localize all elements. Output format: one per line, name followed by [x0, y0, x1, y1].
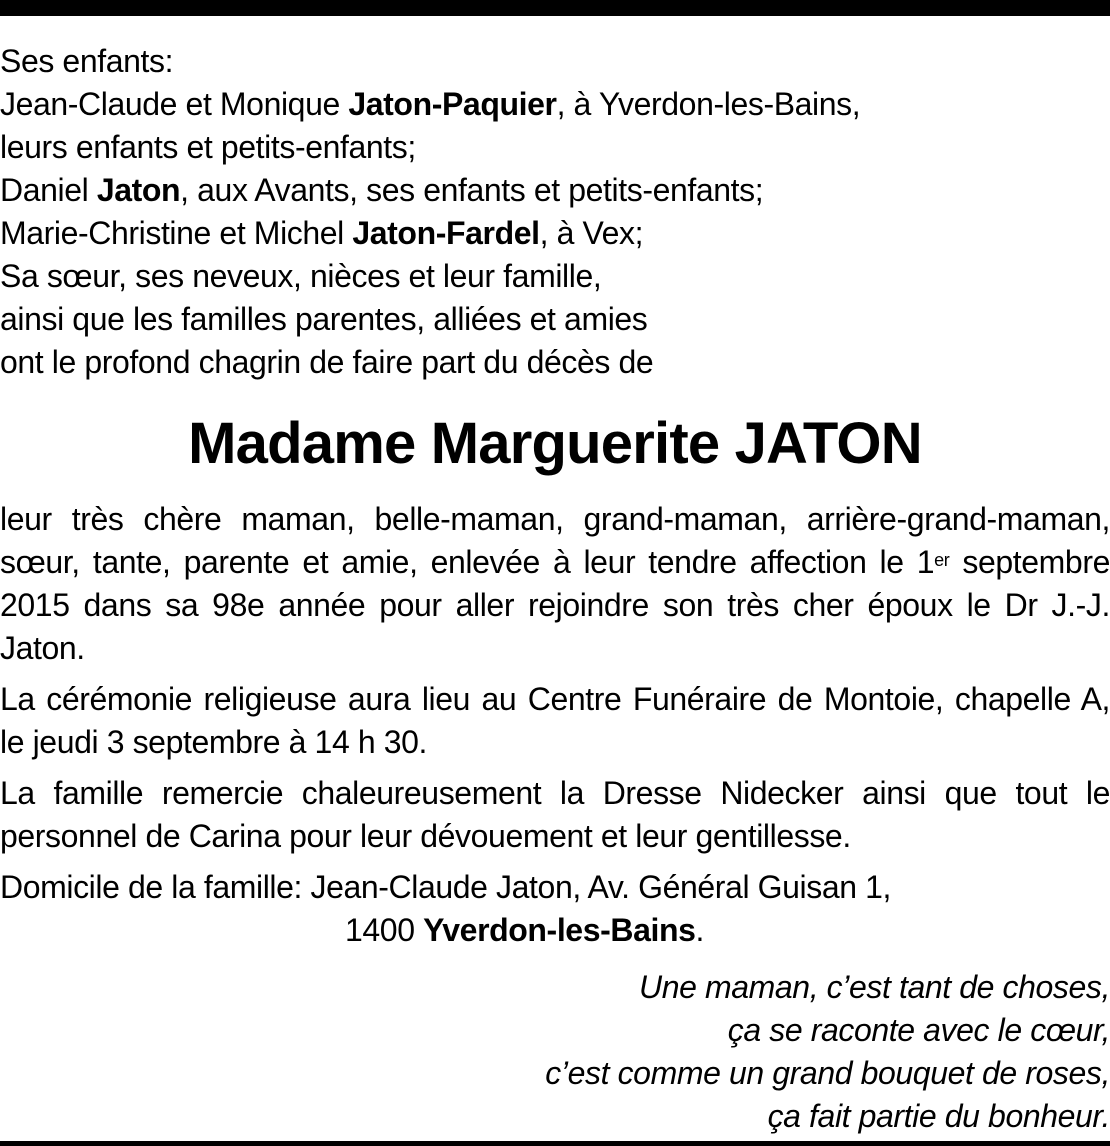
poem-line: ça fait partie du bonheur. — [767, 1098, 1110, 1134]
family-surname: Jaton — [96, 172, 181, 208]
town-name: Yverdon-les-Bains — [423, 912, 696, 948]
intro-text: leurs enfants et petits-enfants; — [0, 129, 416, 165]
poem-line: ça se raconte avec le cœur, — [727, 1012, 1110, 1048]
family-surname: Jaton-Paquier — [348, 86, 557, 122]
intro-line — [0, 83, 1110, 126]
domicile-line — [0, 909, 1110, 952]
top-border-rule — [0, 0, 1110, 16]
intro-text: , à Yverdon-les-Bains, — [556, 86, 861, 122]
paragraph-text: La famille remercie chaleureusement la Dresse Nidecker ainsi que tout le personnel de Carina pour leur dévouement et leur gentillesse. — [0, 775, 1110, 854]
domicile-text: . — [695, 912, 704, 948]
intro-line — [0, 255, 1110, 298]
intro-text: Jean-Claude et Monique — [0, 86, 349, 122]
intro-text: ainsi que les familles parentes, alliées et amies — [0, 301, 648, 337]
announcement-intro — [0, 40, 1110, 384]
paragraph-text: La cérémonie religieuse aura lieu au Centre Funéraire de Montoie, chapelle A, le jeudi 3 septembre à 14 h 30. — [0, 681, 1110, 760]
family-surname: Jaton-Fardel — [352, 215, 540, 251]
intro-line — [0, 40, 1110, 83]
thanks-paragraph — [0, 772, 1110, 858]
intro-text: , aux Avants, ses enfants et petits-enfants; — [180, 172, 764, 208]
intro-line — [0, 298, 1110, 341]
intro-text: Sa sœur, ses neveux, nièces et leur famille, — [0, 258, 602, 294]
intro-line — [0, 169, 1110, 212]
domicile-block — [0, 866, 1110, 952]
poem-line: c’est comme un grand bouquet de roses, — [545, 1055, 1110, 1091]
paragraph-text: septembre 2015 dans sa 98e année pour aller rejoindre son très cher époux le Dr J.-J. Jaton. — [0, 544, 1110, 666]
poem-line: Une maman, c’est tant de choses, — [639, 969, 1110, 1005]
deceased-name-heading: Madame Marguerite JATON — [188, 411, 922, 476]
ordinal-superscript: er — [934, 550, 950, 570]
paragraph-text: leur très chère maman, belle-maman, grand-maman, arrière-grand-maman, sœur, tante, parente et amie, enlevée à leur tendre affection le 1 — [0, 501, 1110, 580]
domicile-text: Domicile de la famille: Jean-Claude Jaton, Av. Général Guisan 1, — [0, 869, 892, 905]
intro-text: Daniel — [0, 172, 97, 208]
closing-poem — [0, 966, 1110, 1138]
bottom-border-rule — [0, 1141, 1110, 1146]
postal-code: 1400 — [345, 912, 424, 948]
intro-line — [0, 341, 1110, 384]
intro-text: ont le profond chagrin de faire part du décès de — [0, 344, 654, 380]
intro-text: Marie-Christine et Michel — [0, 215, 353, 251]
intro-text: , à Vex; — [539, 215, 644, 251]
obituary-paragraph — [0, 498, 1110, 670]
ceremony-paragraph — [0, 678, 1110, 764]
intro-line — [0, 212, 1110, 255]
intro-line — [0, 126, 1110, 169]
intro-text: Ses enfants: — [0, 43, 174, 79]
death-notice — [0, 40, 1110, 1138]
domicile-line — [0, 866, 1110, 909]
